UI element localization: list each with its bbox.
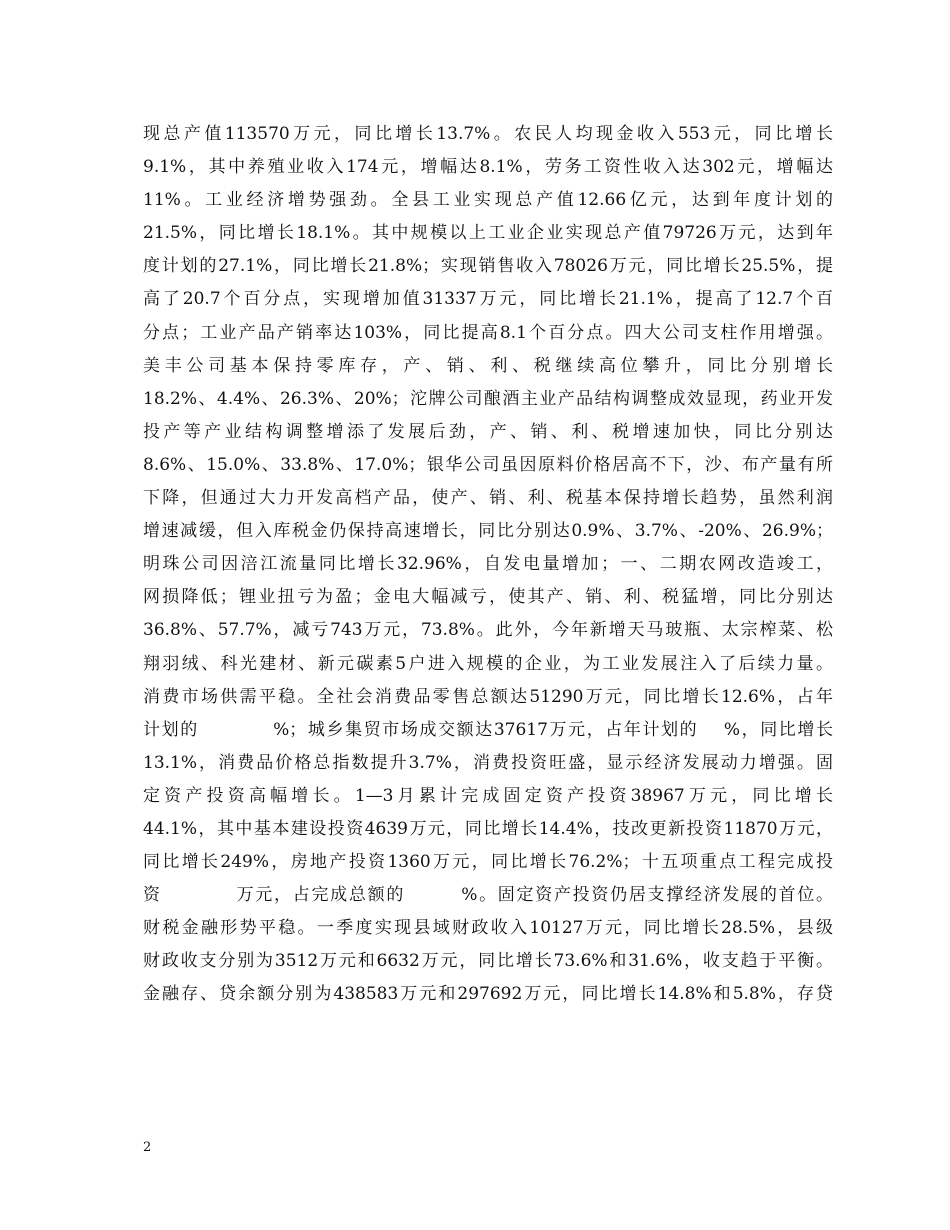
text-line: 资 万元，占完成总额的 %。固定资产投资仍居支撑经济发展的首位。	[143, 885, 833, 906]
text-line: 财政收支分别为3512万元和6632万元，同比增长73.6%和31.6%，收支趋于平衡。	[143, 951, 833, 972]
text-line: 18.2%、4.4%、26.3%、20%；沱牌公司酿酒主业产品结构调整成效显现，药业开发	[143, 388, 833, 409]
text-line: 消费市场供需平稳。全社会消费品零售总额达51290万元，同比增长12.6%，占年	[143, 686, 833, 707]
text-line: 美丰公司基本保持零库存，产、销、利、税继续高位攀升，同比分别增长	[143, 355, 833, 376]
text-line: 财税金融形势平稳。一季度实现县域财政收入10127万元，同比增长28.5%，县级	[143, 918, 833, 939]
page-number: 2	[143, 1140, 152, 1155]
text-line: 金融存、贷余额分别为438583万元和297692万元，同比增长14.8%和5.8%，存贷	[143, 984, 833, 1005]
text-line: 分点；工业产品产销率达103%，同比提高8.1个百分点。四大公司支柱作用增强。	[143, 322, 833, 343]
text-line: 计划的 %；城乡集贸市场成交额达37617万元，占年计划的 %，同比增长	[143, 719, 833, 740]
text-line: 增速减缓，但入库税金仍保持高速增长，同比分别达0.9%、3.7%、-20%、26.9%；	[143, 521, 833, 542]
text-line: 21.5%，同比增长18.1%。其中规模以上工业企业实现总产值79726万元，达到年	[143, 223, 833, 244]
text-line: 高了20.7个百分点，实现增加值31337万元，同比增长21.1%，提高了12.7个百	[143, 289, 833, 310]
text-line: 9.1%，其中养殖业收入174元，增幅达8.1%，劳务工资性收入达302元，增幅达	[143, 157, 833, 178]
text-line: 现总产值113570万元，同比增长13.7%。农民人均现金收入553元，同比增长	[143, 124, 833, 144]
text-line: 下降，但通过大力开发高档产品，使产、销、利、税基本保持增长趋势，虽然利润	[143, 488, 833, 509]
text-line: 翔羽绒、科光建材、新元碳素5户进入规模的企业，为工业发展注入了后续力量。	[143, 653, 833, 674]
text-line: 44.1%，其中基本建设投资4639万元，同比增长14.4%，技改更新投资11870万元，	[143, 818, 833, 839]
text-line: 同比增长249%，房地产投资1360万元，同比增长76.2%；十五项重点工程完成投	[143, 852, 833, 873]
text-line: 投产等产业结构调整增添了发展后劲，产、销、利、税增速加快，同比分别达	[143, 421, 833, 442]
text-line: 13.1%，消费品价格总指数提升3.7%，消费投资旺盛，显示经济发展动力增强。固	[143, 752, 833, 773]
text-line: 定资产投资高幅增长。1—3月累计完成固定资产投资38967万元，同比增长	[143, 785, 833, 806]
text-line: 明珠公司因涪江流量同比增长32.96%，自发电量增加；一、二期农网改造竣工，	[143, 554, 833, 575]
body-text	[143, 118, 833, 1012]
text-line: 度计划的27.1%，同比增长21.8%；实现销售收入78026万元，同比增长25.5%，提	[143, 256, 833, 277]
text-line: 11%。工业经济增势强劲。全县工业实现总产值12.66亿元，达到年度计划的	[143, 190, 833, 211]
text-line: 8.6%、15.0%、33.8%、17.0%；银华公司虽因原料价格居高不下，沙、布产量有所	[143, 454, 833, 475]
text-line: 36.8%、57.7%，减亏743万元，73.8%。此外，今年新增天马玻瓶、太宗榨菜、松	[143, 620, 833, 641]
text-line: 网损降低；锂业扭亏为盈；金电大幅减亏，使其产、销、利、税猛增，同比分别达	[143, 587, 833, 608]
